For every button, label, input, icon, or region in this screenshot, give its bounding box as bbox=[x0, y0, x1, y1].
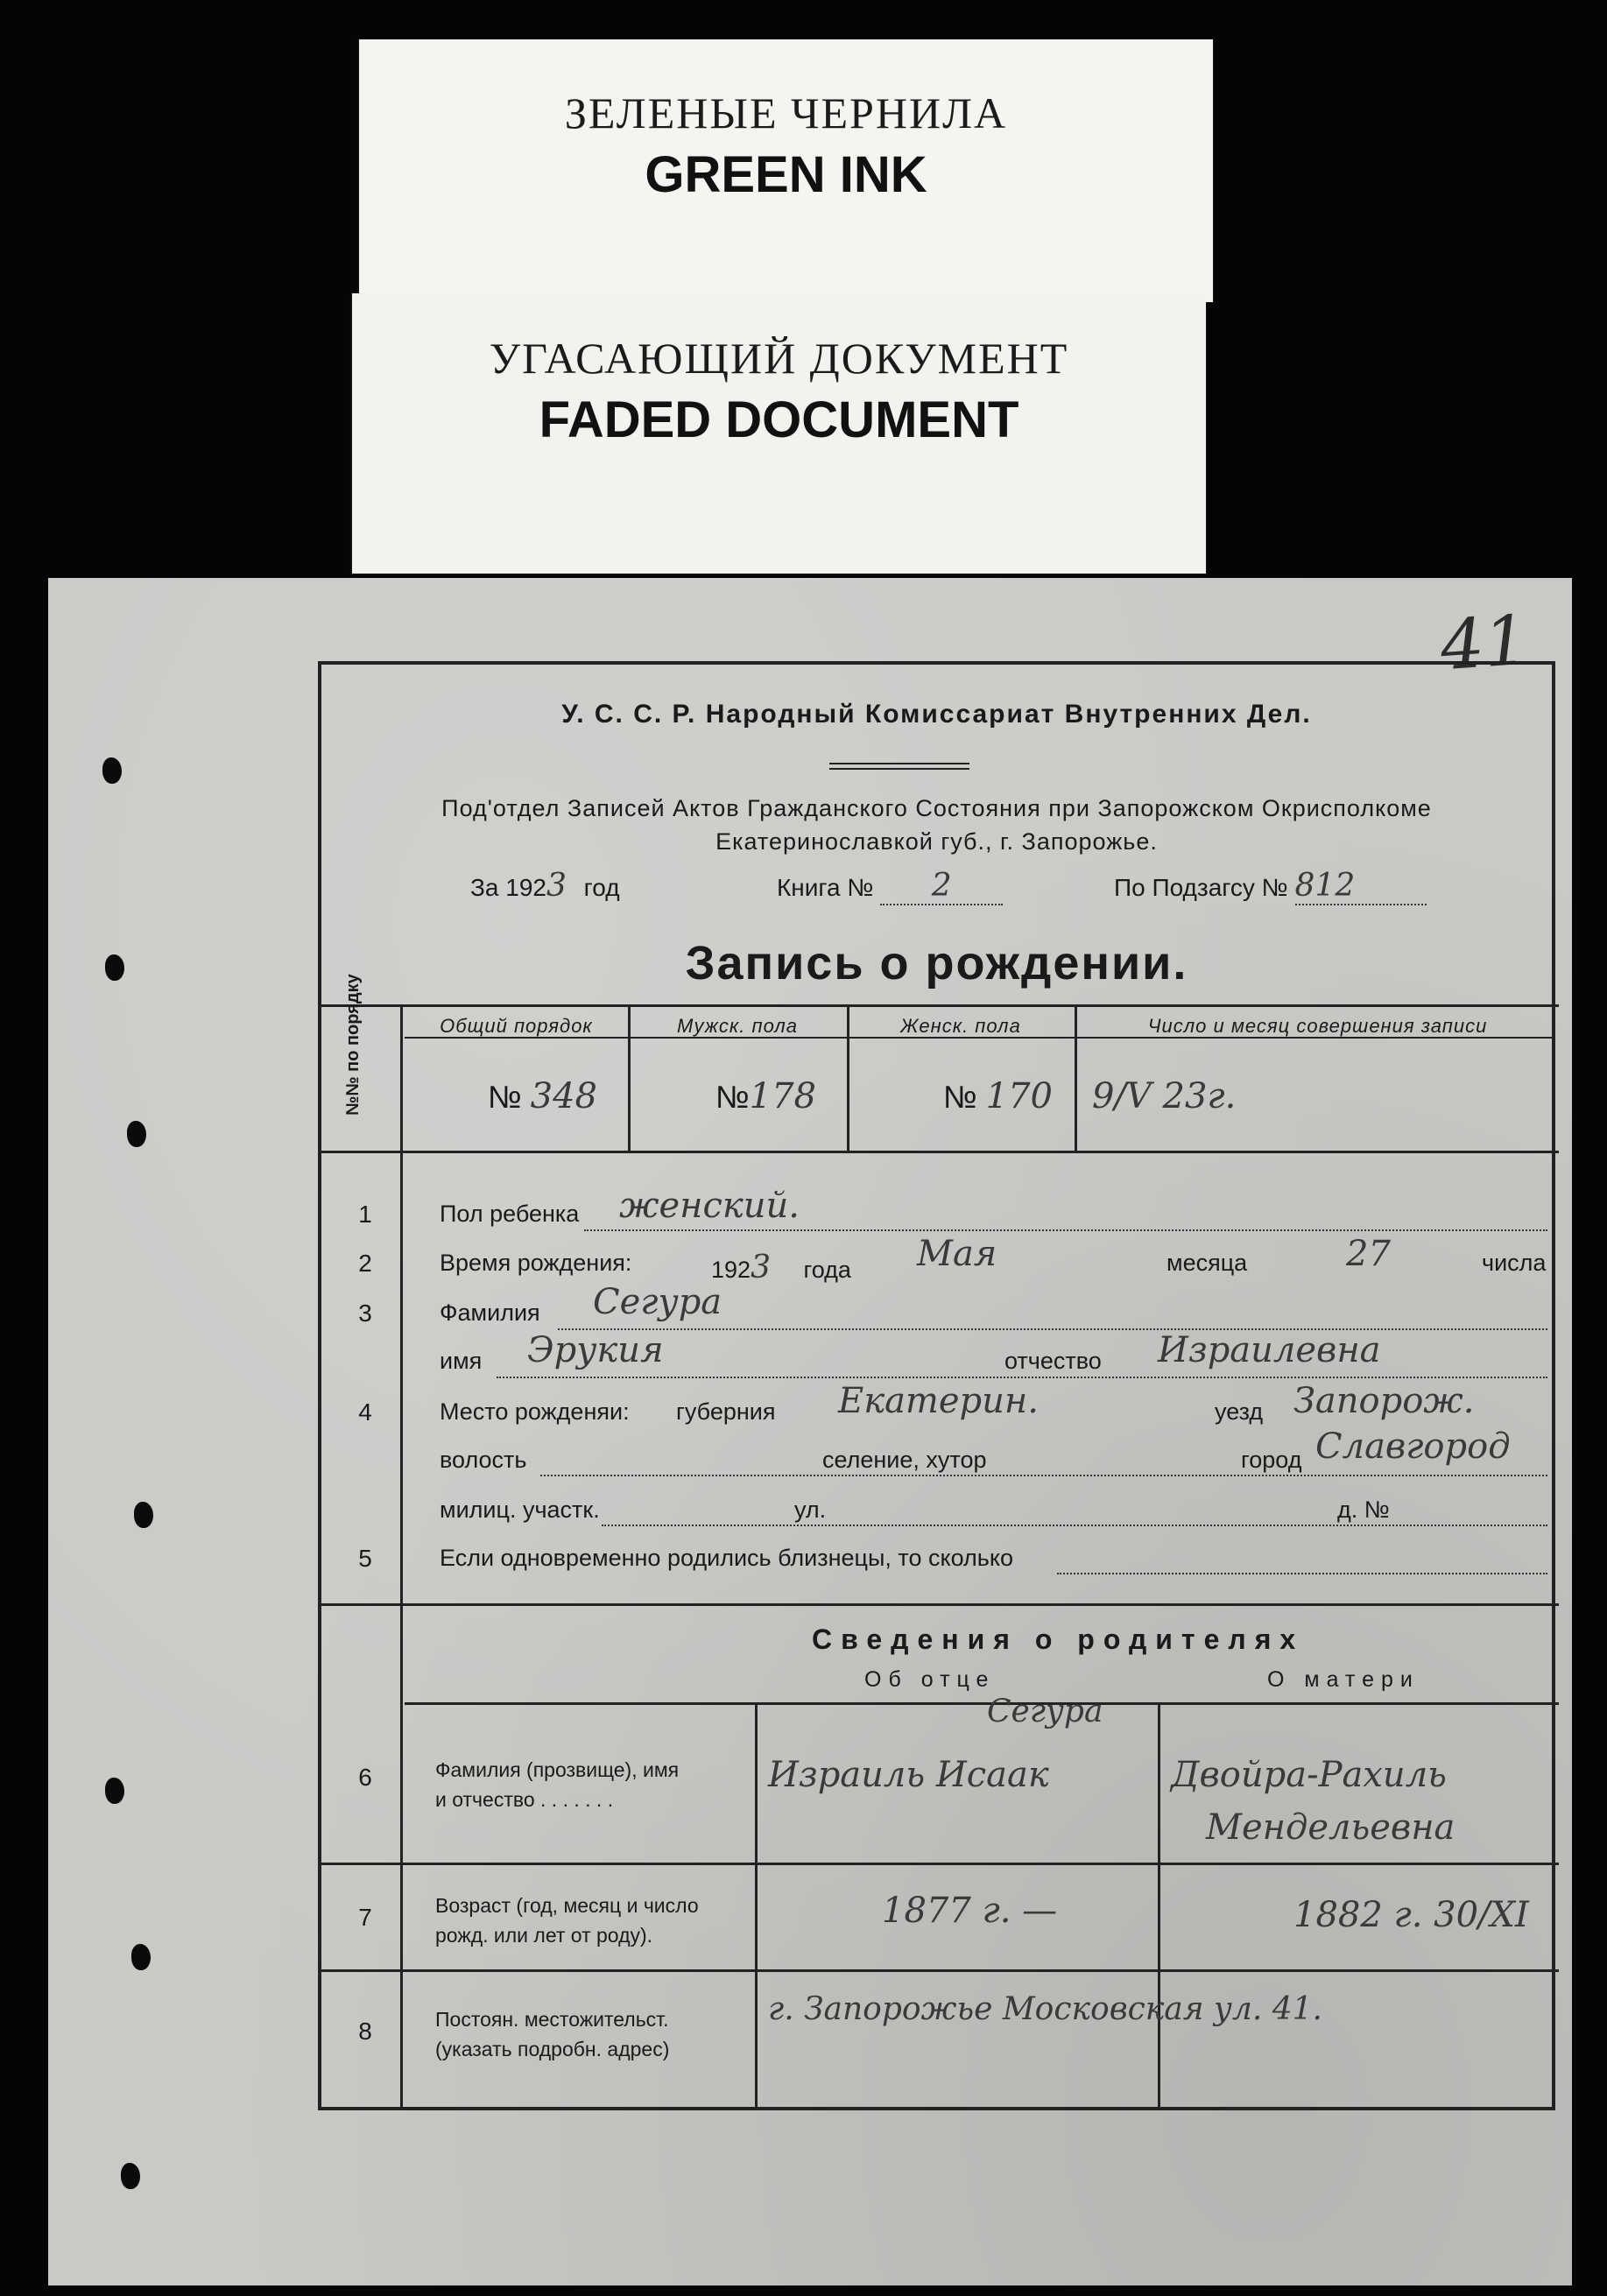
field-line bbox=[497, 1377, 1547, 1378]
table-border bbox=[321, 1863, 1559, 1865]
twins-label: Если одновременно родились близнецы, то сколько bbox=[440, 1545, 1013, 1571]
table-border bbox=[321, 1004, 1559, 1007]
birth-record-sheet bbox=[48, 578, 1572, 2285]
address-handwritten: г. Запорожье Московская ул. 41. bbox=[768, 1991, 1322, 2027]
header-general-order: Общий порядок bbox=[440, 1015, 593, 1037]
table-border bbox=[755, 1702, 758, 2109]
uezd-label: уезд bbox=[1215, 1398, 1264, 1425]
row-number: 4 bbox=[358, 1398, 372, 1426]
subzags-handwritten: 812 bbox=[1295, 868, 1427, 905]
father-surname-handwritten: Сегура bbox=[987, 1694, 1103, 1729]
volost-label: волость bbox=[440, 1447, 527, 1473]
green-ink-ru-label: ЗЕЛЕНЫЕ ЧЕРНИЛА bbox=[564, 88, 1008, 137]
punch-hole bbox=[121, 2163, 140, 2189]
punch-hole bbox=[102, 757, 122, 784]
uezd-handwritten: Запорож. bbox=[1293, 1381, 1475, 1421]
street-label: ул. bbox=[794, 1497, 827, 1523]
punch-hole bbox=[105, 954, 124, 981]
field-line bbox=[558, 1328, 1547, 1330]
book-handwritten: 2 bbox=[880, 868, 1003, 905]
green-ink-card bbox=[359, 39, 1213, 302]
mother-age-handwritten: 1882 г. 30/XI bbox=[1293, 1895, 1529, 1935]
father-name-handwritten: Израиль Исаак bbox=[768, 1755, 1049, 1795]
birth-year-field: 1923 года bbox=[711, 1250, 851, 1285]
birth-record-form bbox=[318, 661, 1555, 2110]
field-line bbox=[540, 1475, 1547, 1476]
parent-name-label: Фамилия (прозвище), имя и отчество . . . . . . . bbox=[435, 1758, 680, 1811]
table-border bbox=[400, 1004, 403, 2109]
table-border bbox=[1075, 1004, 1077, 1151]
row-number: 3 bbox=[358, 1299, 372, 1327]
age-label: Возраст (год, месяц и число рожд. или лет от роду). bbox=[435, 1894, 699, 1947]
subdept-line-1: Под'отдел Записей Актов Гражданского Состояния при Запорожском Окрисполкоме bbox=[441, 795, 1432, 821]
father-age-handwritten: 1877 г. — bbox=[882, 1891, 1058, 1931]
table-border bbox=[321, 1151, 1559, 1153]
city-label: город bbox=[1241, 1447, 1302, 1473]
divider bbox=[829, 763, 969, 770]
birth-time-label: Время рождения: bbox=[440, 1250, 632, 1276]
table-border bbox=[405, 1702, 1559, 1705]
year-handwritten: 3 bbox=[546, 868, 567, 904]
row-number: 5 bbox=[358, 1545, 372, 1572]
surname-handwritten: Сегура bbox=[593, 1282, 722, 1322]
table-border bbox=[847, 1004, 849, 1151]
table-border bbox=[321, 1603, 1559, 1606]
parents-section-title: Сведения о родителях bbox=[812, 1623, 1305, 1655]
female-value: № 170 bbox=[943, 1076, 1053, 1116]
row-number-header: №№ по порядку bbox=[343, 974, 363, 1116]
birth-month-handwritten: Мая bbox=[917, 1234, 997, 1274]
father-column-header: Об отце bbox=[864, 1667, 996, 1692]
patronymic-label: отчество bbox=[1004, 1348, 1102, 1374]
subzags-field: По Подзагсу № 812 bbox=[1114, 868, 1427, 905]
birthplace-label: Место рожденяи: bbox=[440, 1398, 630, 1425]
row-number: 8 bbox=[358, 2018, 372, 2045]
punch-hole bbox=[105, 1778, 124, 1804]
form-title: Запись о рождении. bbox=[685, 937, 1188, 990]
row-number: 6 bbox=[358, 1764, 372, 1791]
row-number: 1 bbox=[358, 1201, 372, 1228]
address-label: Постоян. местожительст. (указать подробн. адрес) bbox=[435, 2008, 670, 2060]
subdept-line-2: Екатеринославкой губ., г. Запорожье. bbox=[715, 828, 1158, 855]
name-label: имя bbox=[440, 1348, 483, 1374]
surname-label: Фамилия bbox=[440, 1299, 540, 1326]
book-field: Книга № 2 bbox=[777, 868, 1003, 905]
row-number: 7 bbox=[358, 1904, 372, 1931]
day-label: числа bbox=[1482, 1250, 1547, 1276]
green-ink-en-label: GREEN INK bbox=[645, 146, 927, 203]
record-date-value: 9/V 23г. bbox=[1092, 1076, 1237, 1116]
row-number: 2 bbox=[358, 1250, 372, 1277]
gubernia-handwritten: Екатерин. bbox=[838, 1381, 1039, 1421]
field-line bbox=[584, 1229, 1547, 1231]
sex-label: Пол ребенка bbox=[440, 1201, 580, 1227]
month-label: месяца bbox=[1166, 1250, 1248, 1276]
birth-day-handwritten: 27 bbox=[1346, 1234, 1391, 1274]
mother-name-handwritten: Двойра-Рахиль bbox=[1171, 1755, 1447, 1795]
male-value: №178 bbox=[715, 1076, 816, 1116]
faded-document-card bbox=[352, 293, 1206, 574]
punch-hole bbox=[127, 1121, 146, 1147]
ministry-heading: У. С. С. Р. Народный Комиссариат Внутренних Дел. bbox=[561, 700, 1312, 729]
header-male: Мужск. пола bbox=[676, 1015, 799, 1037]
mother-column-header: О матери bbox=[1267, 1667, 1420, 1692]
faded-document-ru-label: УГАСАЮЩИЙ ДОКУМЕНТ bbox=[489, 334, 1069, 383]
gubernia-label: губерния bbox=[676, 1398, 776, 1425]
name-handwritten: Эрукия bbox=[527, 1330, 664, 1370]
header-record-date: Число и месяц совершения записи bbox=[1147, 1015, 1488, 1037]
faded-document-en-label: FADED DOCUMENT bbox=[539, 391, 1019, 448]
subdepartment-heading bbox=[321, 792, 1552, 858]
table-border bbox=[628, 1004, 631, 1151]
village-label: селение, хутор bbox=[822, 1447, 987, 1473]
archive-page-number: 41 bbox=[1437, 601, 1531, 687]
house-number-label: д. № bbox=[1337, 1497, 1390, 1523]
city-handwritten: Славгород bbox=[1315, 1426, 1511, 1467]
patronymic-handwritten: Израилевна bbox=[1158, 1330, 1381, 1370]
field-line bbox=[1057, 1573, 1547, 1574]
punch-hole bbox=[134, 1502, 153, 1528]
general-order-value: № 348 bbox=[488, 1076, 597, 1116]
punch-hole bbox=[131, 1944, 151, 1970]
header-female: Женск. пола bbox=[900, 1015, 1021, 1037]
table-border bbox=[321, 1969, 1559, 1972]
mother-patronymic-handwritten: Мендельевна bbox=[1206, 1807, 1455, 1848]
table-border bbox=[1158, 1702, 1160, 2109]
field-line bbox=[602, 1525, 1547, 1526]
militia-label: милиц. участк. bbox=[440, 1497, 600, 1523]
sex-handwritten: женский. bbox=[619, 1186, 800, 1226]
year-field: За 1923 год bbox=[470, 868, 620, 904]
